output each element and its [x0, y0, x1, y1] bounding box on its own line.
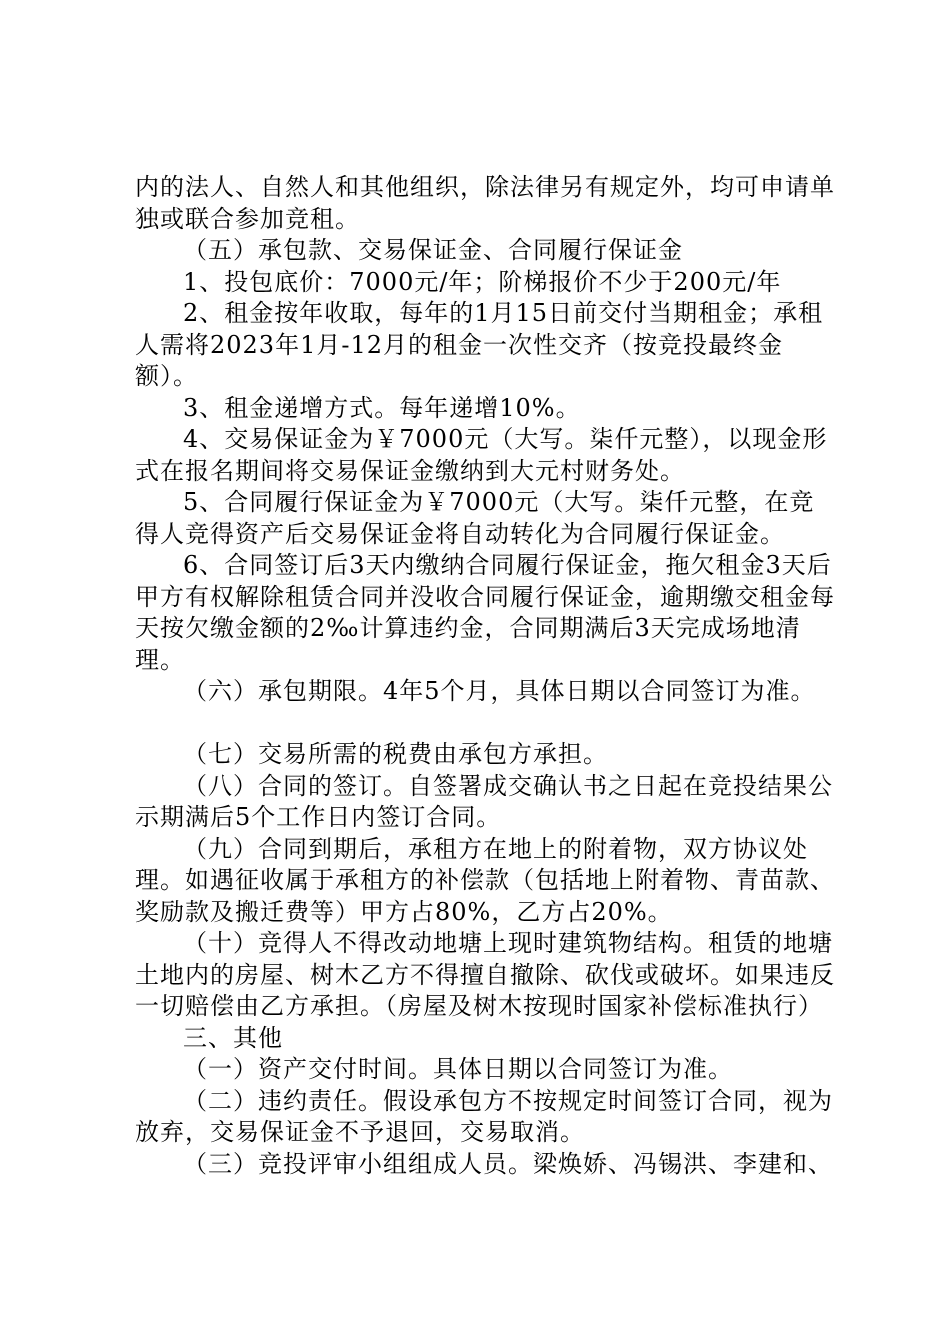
document-body [135, 172, 835, 1180]
paragraph-payment-penalty: 6、合同签订后3天内缴纳合同履行保证金，拖欠租金3天后甲方有权解除租赁合同并没收合同履行保证金，逾期缴交租金每天按欠缴金额的2‰计算违约金，合同期满后3天完成场地清理。 [135, 551, 835, 674]
paragraph-base-price: 1、投包底价：7000元/年；阶梯报价不少于200元/年 [183, 267, 782, 296]
heading-contract-signing: （八）合同的签订。自签署成交确认书之日起在竞投结果公示期满后5个工作日内签订合同。 [135, 771, 833, 831]
heading-structure-protection: （十）竞得人不得改动地塘上现时建筑物结构。租赁的地塘土地内的房屋、树木乙方不得擅自撤除、砍伐或破坏。如果违反一切赔偿由乙方承担。（房屋及树木按现时国家补偿标准执行） [135, 929, 835, 1020]
heading-breach-liability: （二）违约责任。假设承包方不按规定时间签订合同，视为放弃，交易保证金不予退回，交易取消。 [135, 1086, 833, 1146]
heading-lease-term: （六）承包期限。4年5个月，具体日期以合同签订为准。 [183, 677, 816, 705]
paragraph-eligibility-continued: 内的法人、自然人和其他组织，除法律另有规定外，均可申请单独或联合参加竞租。 [135, 173, 835, 233]
heading-contract-expiry: （九）合同到期后，承租方在地上的附着物，双方协议处理。如遇征收属于承租方的补偿款（包括地上附着物、青苗款、奖励款及搬迁费等）甲方占80%，乙方占20%。 [135, 834, 835, 926]
paragraph-rent-collection: 2、租金按年收取，每年的1月15日前交付当期租金；承租人需将2023年1月-12月的租金一次性交齐（按竞投最终金额）。 [135, 299, 824, 390]
paragraph-transaction-deposit: 4、交易保证金为￥7000元（大写。柒仟元整），以现金形式在报名期间将交易保证金缴纳到大元村财务处。 [135, 425, 828, 485]
heading-payment-deposits: （五）承包款、交易保证金、合同履行保证金 [183, 236, 683, 264]
section-heading-other: 三、其他 [183, 1023, 283, 1052]
paragraph-performance-deposit: 5、合同履行保证金为￥7000元（大写。柒仟元整，在竞得人竞得资产后交易保证金将自动转化为合同履行保证金。 [135, 488, 815, 548]
heading-taxes: （七）交易所需的税费由承包方承担。 [183, 740, 608, 768]
paragraph-spacer [135, 708, 835, 740]
heading-review-panel: （三）竞投评审小组组成人员。梁焕娇、冯锡洪、李建和、 [183, 1149, 833, 1178]
heading-delivery-time: （一）资产交付时间。具体日期以合同签订为准。 [183, 1055, 733, 1083]
paragraph-rent-increase: 3、租金递增方式。每年递增10%。 [183, 393, 581, 422]
